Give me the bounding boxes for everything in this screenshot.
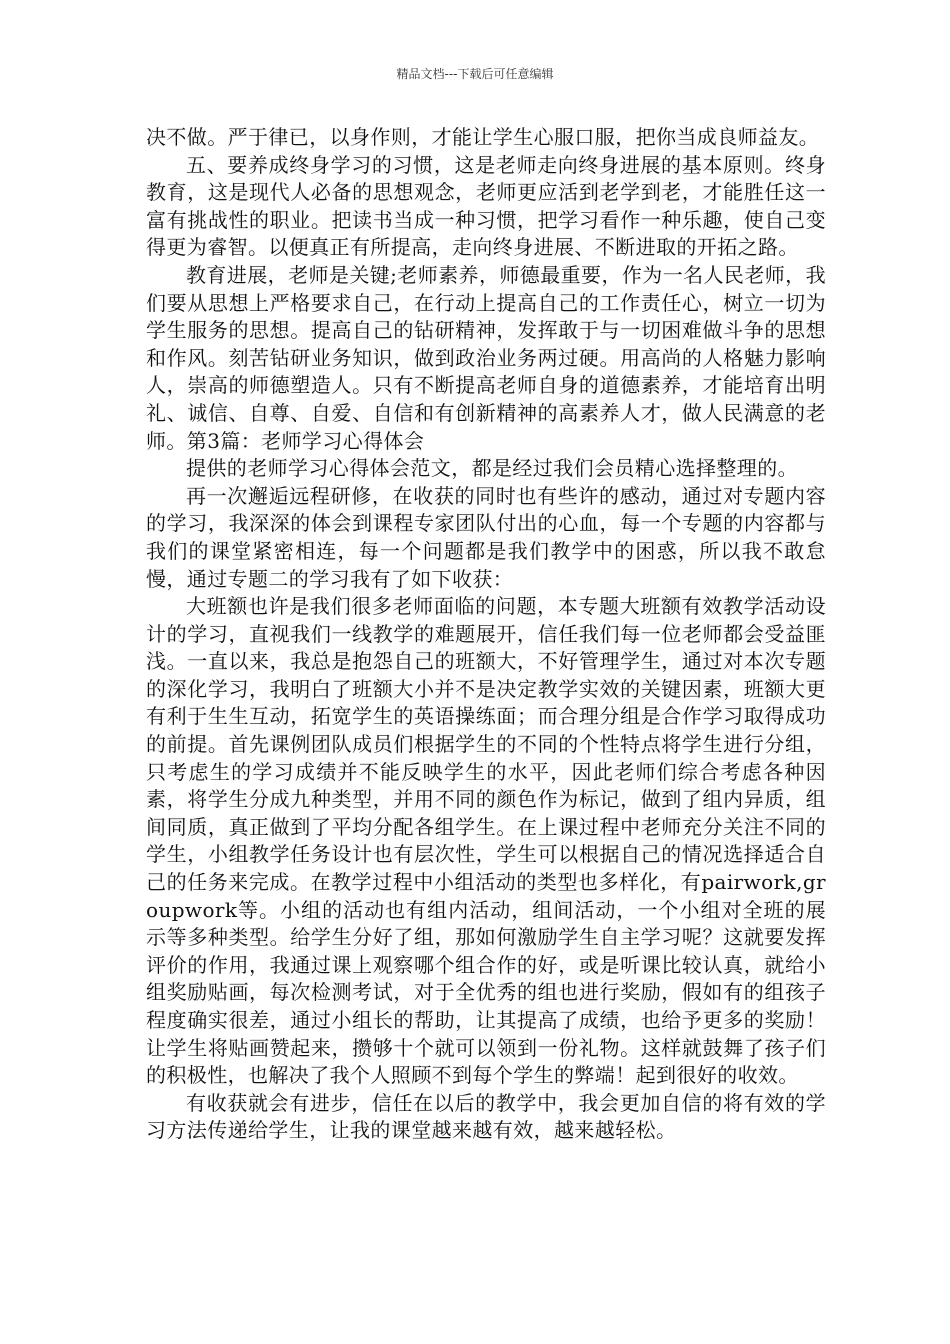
paragraph-6: 大班额也许是我们很多老师面临的问题，本专题大班额有效教学活动设计的学习，直视我们一线教学的难题展开，信任我们每一位老师都会受益匪浅。一直以来，我总是抱怨自己的班额大，不好管理学生，通过对本次专题的深化学习，我明白了班额大小并不是决定教学实效的关键因素，班额大更有利于生生互动，拓宽学生的英语操练面；而合理分组是合作学习取得成功的前提。首先课例团队成员们根据学生的不同的个性特点将学生进行分组，只考虑生的学习成绩并不能反映学生的水平，因此老师们综合考虑各种因素，将学生分成九种类型，并用不同的颜色作为标记，做到了组内异质，组间同质，真正做到了平均分配各组学生。在上课过程中老师充分关注不同的学生，小组教学任务设计也有层次性，学生可以根据自己的情况选择适合自己的任务来完成。在教学过程中小组活动的类型也多样化，有pairwork,groupwork等。小组的活动也有组内活动，组间活动，一个小组对全班的展示等多种类型。给学生分好了组，那如何激励学生自主学习呢？这就要发挥评价的作用，我通过课上观察哪个组合作的好，或是听课比较认真，就给小组奖励贴画，每次检测考试，对于全优秀的组也进行奖励，假如有的组孩子程度确实很差，通过小组长的帮助，让其提高了成绩，也给予更多的奖励！让学生将贴画赞起来，攒够十个就可以领到一份礼物。这样就鼓舞了孩子们的积极性，也解决了我个人照顾不到每个学生的弊端！起到很好的收效。	[146, 594, 826, 1088]
paragraph-3: 教育进展，老师是关键;老师素养，师德最重要，作为一名人民老师，我们要从思想上严格要求自己，在行动上提高自己的工作责任心，树立一切为学生服务的思想。提高自己的钻研精神，发挥敢于与一切困难做斗争的思想和作风。刻苦钻研业务知识，做到政治业务两过硬。用高尚的人格魅力影响人，崇高的师德塑造人。只有不断提高老师自身的道德素养，才能培育出明礼、诚信、自尊、自爱、自信和有创新精神的高素养人才，做人民满意的老师。第3篇：老师学习心得体会	[146, 262, 826, 453]
page-header: 精品文档---下载后可任意编辑	[396, 67, 554, 81]
paragraph-7: 有收获就会有进步，信任在以后的教学中，我会更加自信的将有效的学习方法传递给学生，让我的课堂越来越有效，越来越轻松。	[146, 1090, 826, 1143]
paragraph-4: 提供的老师学习心得体会范文，都是经过我们会员精心选择整理的。	[186, 456, 798, 481]
document-body	[146, 124, 826, 1145]
paragraph-5: 再一次邂逅远程研修，在收获的同时也有些许的感动，通过对专题内容的学习，我深深的体会到课程专家团队付出的心血，每一个专题的内容都与我们的课堂紧密相连，每一个问题都是我们教学中的困惑，所以我不敢怠慢，通过专题二的学习我有了如下收获：	[146, 483, 826, 591]
paragraph-1: 决不做。严于律已，以身作则，才能让学生心服口服，把你当成良师益友。	[146, 125, 820, 149]
paragraph-2: 五、要养成终身学习的习惯，这是老师走向终身进展的基本原则。终身教育，这是现代人必备的思想观念，老师更应活到老学到老，才能胜任这一富有挑战性的职业。把读书当成一种习惯，把学习看作一种乐趣，使自己变得更为睿智。以便真正有所提高，走向终身进展、不断进取的开拓之路。	[146, 152, 826, 260]
